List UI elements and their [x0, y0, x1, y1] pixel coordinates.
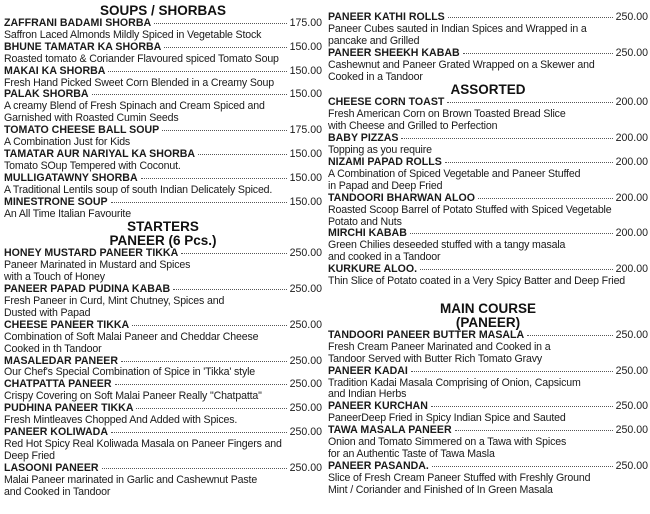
menu-item-row [4, 320, 322, 332]
item-description: and Cooked in Tandoor [4, 485, 111, 498]
menu-item-row [4, 42, 322, 54]
section-gap [328, 288, 648, 302]
item-price: 150.00 [289, 171, 322, 184]
item-description: Thin Slice of Potato coated in a Very Spicy Batter and Deep Fried [328, 275, 626, 288]
dot-leader [111, 432, 287, 433]
item-price: 250.00 [615, 11, 648, 23]
section-heading: SOUPS / SHORBAS [99, 3, 227, 18]
item-description: Fresh Paneer in Curd, Mint Chutney, Spices and [4, 295, 225, 308]
item-price: 250.00 [289, 283, 322, 296]
item-price: 200.00 [615, 191, 648, 204]
dot-leader [445, 162, 613, 163]
item-price: 250.00 [615, 459, 648, 472]
menu-item [4, 173, 322, 197]
item-price: 250.00 [289, 247, 322, 260]
dot-leader [431, 406, 613, 407]
section-heading: MAIN COURSE [439, 300, 536, 316]
menu-item [328, 228, 648, 264]
item-description: Paneer Cubes sauted in Indian Spices and Wrapped in a [328, 22, 587, 35]
menu-item [328, 330, 648, 366]
item-description: Tandoor Served with Butter Rich Tomato Gravy [328, 352, 543, 365]
item-description: Slice of Fresh Cream Paneer Stuffed with Freshly Ground [328, 471, 591, 484]
item-price: 200.00 [615, 227, 648, 240]
dot-leader [108, 71, 286, 72]
item-name: CHATPATTA PANEER [4, 378, 112, 391]
item-name: TANDOORI PANEER BUTTER MASALA [328, 328, 525, 341]
item-name: MINESTRONE SOUP [4, 195, 108, 208]
dot-leader [432, 466, 613, 467]
item-name: ZAFFRANI BADAMI SHORBA [4, 17, 152, 29]
item-price: 150.00 [289, 195, 322, 208]
section-subheading: PANEER (6 Pcs.) [109, 233, 217, 249]
dot-leader [132, 325, 286, 326]
menu-item-row [328, 48, 648, 60]
menu-item [4, 248, 322, 284]
section-heading: ASSORTED [450, 82, 526, 98]
item-description: Fresh Cream Paneer Marinated and Cooked in a [328, 340, 551, 353]
menu-item [4, 125, 322, 149]
item-price: 150.00 [289, 88, 322, 101]
dot-leader [162, 130, 286, 131]
item-name: TANDOORI BHARWAN ALOO [328, 191, 475, 204]
item-description: Crispy Covering on Soft Malai Paneer Really "Chatpatta" [4, 390, 262, 403]
menu-item [328, 133, 648, 157]
item-name: MIRCHI KABAB [328, 227, 407, 240]
menu-item [4, 379, 322, 403]
item-price: 250.00 [615, 400, 648, 413]
item-description: Fresh American Corn on Brown Toasted Bread Slice [328, 108, 566, 121]
item-name: PALAK SHORBA [4, 88, 89, 101]
item-description: Cooked in a Tandoor [328, 70, 423, 83]
item-name: TAMATAR AUR NARIYAL KA SHORBA [4, 147, 196, 160]
menu-item [4, 463, 322, 499]
item-name: LASOONI PANEER [4, 461, 99, 474]
item-description: Green Chilies deseeded stuffed with a tangy masala [328, 239, 566, 252]
item-description: Tradition Kadai Masala Comprising of Onion, Capsicum [328, 376, 581, 389]
menu-item [4, 149, 322, 173]
item-description: and cooked in a Tandoor [328, 251, 441, 264]
item-price: 200.00 [615, 96, 648, 109]
menu-item [4, 18, 322, 42]
dot-leader [198, 154, 287, 155]
menu-item-row [328, 193, 648, 205]
item-name: PANEER SHEEKH KABAB [328, 46, 460, 59]
menu-item [4, 427, 322, 463]
menu-item [328, 425, 648, 461]
item-description: with Cheese and Grilled to Perfection [328, 120, 498, 133]
item-description: Malai Paneer marinated in Garlic and Cashewnut Paste [4, 473, 258, 486]
dot-leader [463, 53, 613, 54]
item-description: pancake and Grilled [328, 34, 420, 47]
item-price: 250.00 [615, 46, 648, 59]
menu-item [4, 403, 322, 427]
menu-item [328, 157, 648, 193]
item-price: 250.00 [289, 461, 322, 474]
menu-item-row [4, 463, 322, 475]
menu-item [4, 320, 322, 356]
menu-right-column [328, 12, 648, 497]
item-description: and Indian Herbs [328, 388, 407, 401]
item-name: PANEER KADAI [328, 364, 408, 377]
item-price: 175.00 [289, 124, 322, 137]
item-description: Garnished with Roasted Cumin Seeds [4, 112, 179, 125]
item-price: 200.00 [615, 155, 648, 168]
menu-item [328, 97, 648, 133]
item-description: A Traditional Lentils soup of south Indian Delicately Spiced. [4, 183, 273, 196]
menu-item [328, 461, 648, 497]
menu-item-row [328, 366, 648, 378]
item-name: CHEESE CORN TOAST [328, 96, 445, 109]
item-name: MAKAI KA SHORBA [4, 64, 106, 77]
item-description: in Papad and Deep Fried [328, 179, 443, 192]
item-name: PANEER KURCHAN [328, 400, 428, 413]
item-name: PANEER KOLIWADA [4, 426, 108, 438]
item-description: Onion and Tomato Simmered on a Tawa with Spices [328, 436, 567, 449]
item-price: 250.00 [615, 424, 648, 437]
dot-leader [410, 233, 613, 234]
menu-item [328, 48, 648, 84]
menu-item [4, 197, 322, 221]
menu-item [328, 264, 648, 288]
item-name: CHEESE PANEER TIKKA [4, 318, 130, 331]
item-name: TOMATO CHEESE BALL SOUP [4, 124, 160, 137]
item-description: Cooked in th Tandoor [4, 342, 102, 355]
dot-leader [141, 178, 287, 179]
item-description: Cashewnut and Paneer Grated Wrapped on a Skewer and [328, 58, 595, 71]
dot-leader [448, 17, 613, 18]
item-description: Tomato SOup Tempered with Coconut. [4, 159, 181, 172]
dot-leader [455, 430, 613, 431]
menu-item [4, 89, 322, 125]
item-description: with a Touch of Honey [4, 271, 105, 284]
dot-leader [401, 138, 612, 139]
item-price: 200.00 [615, 263, 648, 276]
dot-leader [447, 102, 612, 103]
item-description: A Combination of Spiced Vegetable and Paneer Stuffed [328, 167, 581, 180]
item-description: Paneer Marinated in Mustard and Spices [4, 259, 191, 272]
item-description: Roasted tomato & Coriander Flavoured spiced Tomato Soup [4, 52, 279, 65]
menu-item [4, 42, 322, 66]
item-description: A Combination Just for Kids [4, 136, 131, 149]
dot-leader [411, 371, 613, 372]
item-name: BHUNE TAMATAR KA SHORBA [4, 40, 162, 53]
dot-leader [181, 253, 286, 254]
item-description: Potato and Nuts [328, 215, 402, 228]
section-heading: STARTERS [127, 219, 199, 235]
dot-leader [527, 335, 612, 336]
menu-item-row [4, 197, 322, 209]
item-price: 250.00 [615, 328, 648, 341]
item-name: PANEER PASANDA. [328, 459, 429, 472]
item-description: Red Hot Spicy Real Koliwada Masala on Paneer Fingers and [4, 437, 282, 450]
item-description: Deep Fried [4, 449, 55, 462]
dot-leader [111, 202, 287, 203]
menu-item [4, 356, 322, 380]
item-description: Dusted with Papad [4, 306, 91, 319]
item-price: 150.00 [289, 64, 322, 77]
item-description: for an Authentic Taste of Tawa Masla [328, 448, 495, 460]
item-price: 175.00 [289, 17, 322, 29]
item-description: Fresh Hand Picked Sweet Corn Blended in a Creamy Soup [4, 76, 274, 89]
item-name: NIZAMI PAPAD ROLLS [328, 155, 442, 168]
menu-item-row [4, 66, 322, 78]
item-price: 250.00 [289, 426, 322, 438]
item-name: PANEER KATHI ROLLS [328, 11, 445, 23]
dot-leader [478, 198, 613, 199]
item-name: TAWA MASALA PANEER [328, 424, 452, 437]
dot-leader [121, 361, 287, 362]
menu-item [328, 193, 648, 229]
item-price: 150.00 [289, 147, 322, 160]
item-price: 250.00 [289, 402, 322, 415]
item-name: MASALEDAR PANEER [4, 354, 118, 367]
dot-leader [102, 468, 287, 469]
item-name: KURKURE ALOO. [328, 263, 418, 276]
item-price: 200.00 [615, 132, 648, 145]
item-description: PaneerDeep Fried in Spicy Indian Spice and Sauted [328, 412, 566, 425]
dot-leader [154, 23, 286, 24]
dot-leader [115, 384, 287, 385]
item-name: PUDHINA PANEER TIKKA [4, 402, 134, 415]
item-price: 250.00 [289, 354, 322, 367]
menu-item [328, 12, 648, 48]
item-description: Fresh Mintleaves Chopped And Added with Spices. [4, 414, 238, 427]
dot-leader [92, 94, 287, 95]
menu-left-column [4, 4, 322, 498]
menu-item [328, 401, 648, 425]
item-description: Our Chef's Special Combination of Spice in 'Tikka' style [4, 366, 256, 379]
item-description: Combination of Soft Malai Paneer and Cheddar Cheese [4, 330, 259, 343]
dot-leader [420, 269, 613, 270]
item-price: 250.00 [615, 364, 648, 377]
item-name: HONEY MUSTARD PANEER TIKKA [4, 247, 179, 260]
menu-item [4, 66, 322, 90]
section-subheading: (PANEER) [455, 314, 521, 330]
menu-item-row [4, 173, 322, 185]
item-description: Roasted Scoop Barrel of Potato Stuffed with Spiced Vegetable [328, 203, 612, 216]
menu-item [4, 284, 322, 320]
item-name: BABY PIZZAS [328, 132, 399, 145]
item-name: MULLIGATAWNY SHORBA [4, 171, 138, 184]
dot-leader [136, 408, 286, 409]
item-description: A creamy Blend of Fresh Spinach and Cream Spiced and [4, 100, 265, 113]
item-price: 150.00 [289, 40, 322, 53]
item-price: 250.00 [289, 318, 322, 331]
menu-item [328, 366, 648, 402]
item-description: An All Time Italian Favourite [4, 207, 131, 220]
item-price: 250.00 [289, 378, 322, 391]
dot-leader [173, 289, 286, 290]
item-description: Topping as you require [328, 144, 432, 157]
item-description: Saffron Laced Almonds Mildly Spiced in Vegetable Stock [4, 28, 262, 41]
item-name: PANEER PAPAD PUDINA KABAB [4, 283, 171, 296]
item-description: Mint / Coriander and Finished of In Green Masala [328, 483, 553, 496]
dot-leader [164, 47, 286, 48]
